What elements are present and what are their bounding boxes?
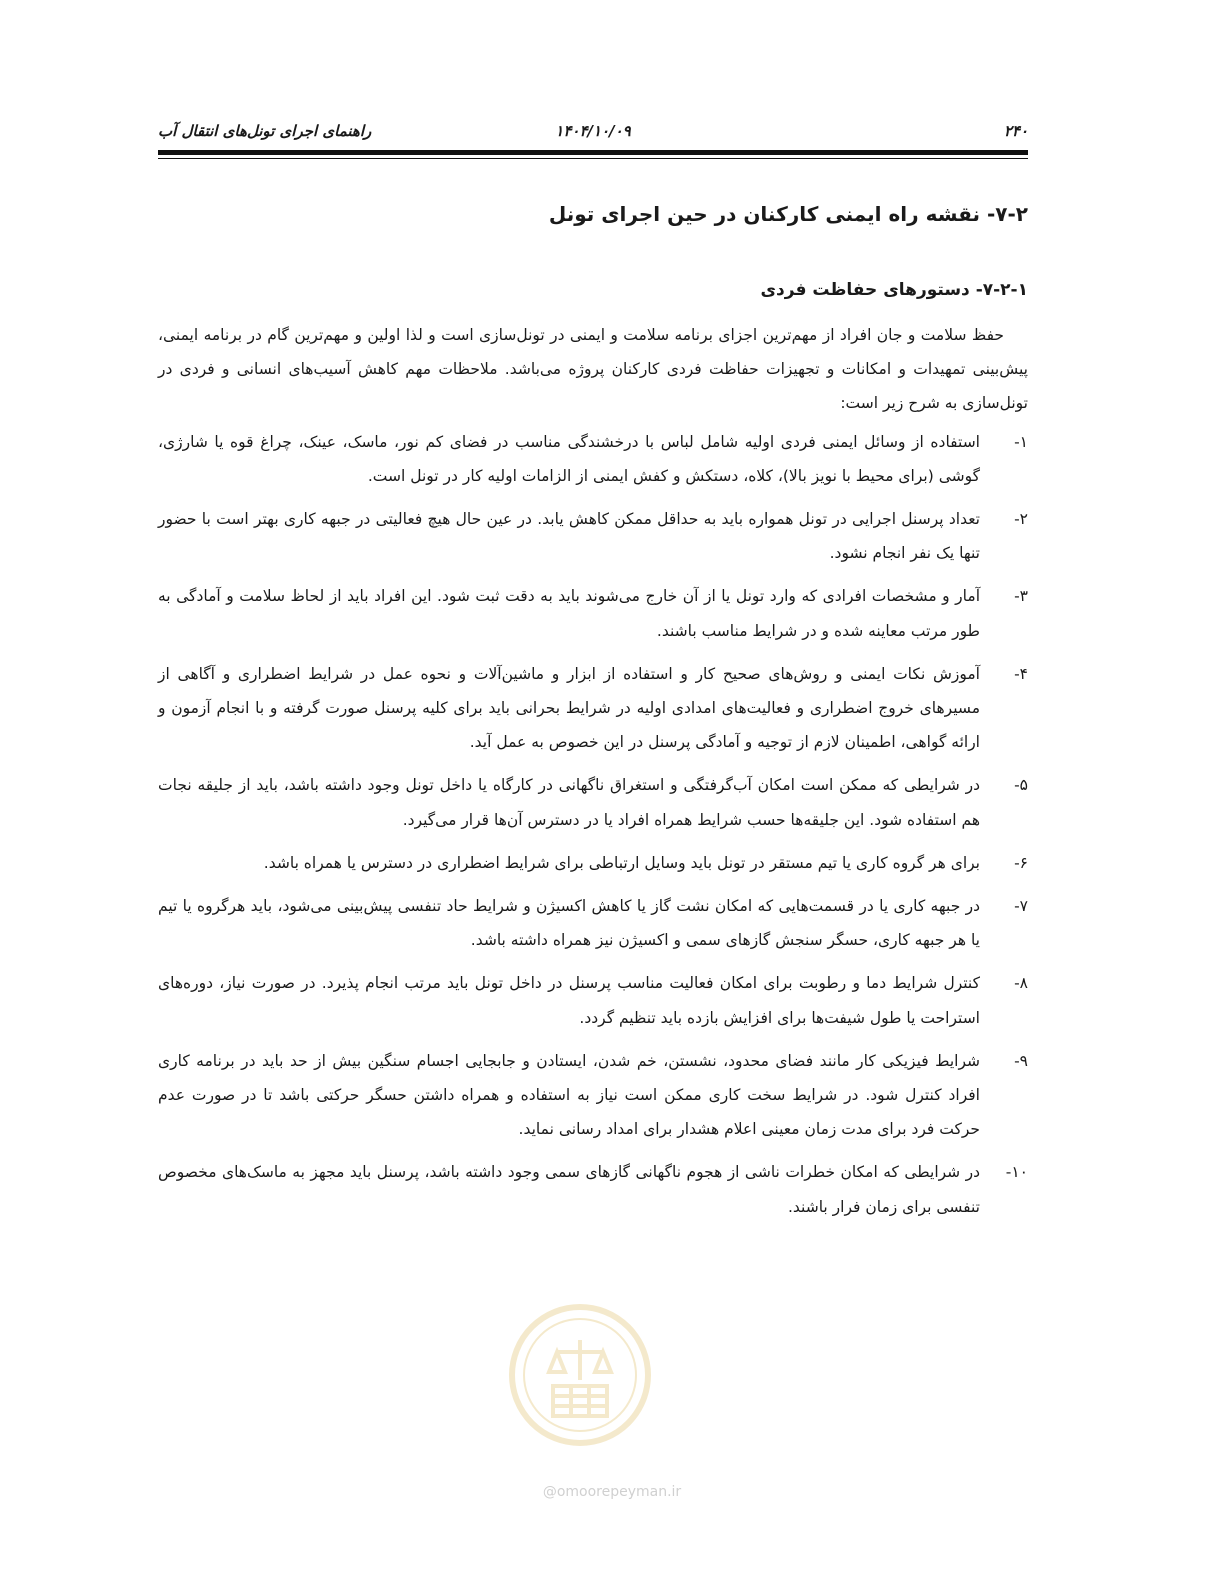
list-item [158, 966, 1028, 1034]
list-item [158, 1155, 1028, 1223]
watermark-seal-icon [505, 1300, 655, 1450]
list-item-number: ۱۰- [1005, 1163, 1028, 1182]
list-item-text: برای هر گروه کاری یا تیم مستقر در تونل باید وسایل ارتباطی برای شرایط اضطراری در دسترس یا همراه باشد. [263, 853, 980, 872]
list-item-text: کنترل شرایط دما و رطوبت برای امکان فعالیت مناسب پرسنل در داخل تونل باید مرتب انجام پذیرد. در صورت نیاز، دوره‌های استراحت یا طول شیفت‌ها برای افزایش بازده باید تنظیم گردد. [158, 974, 980, 1027]
list-item [158, 579, 1028, 647]
list-item-text: در جبهه کاری یا در قسمت‌هایی که امکان نشت گاز یا کاهش اکسیژن و شرایط حاد تنفسی پیش‌بینی می‌شود، باید هرگروه یا تیم یا هر جبهه کاری، حسگر سنجش گازهای سمی و اکسیژن نیز همراه داشته باشد. [158, 897, 980, 950]
safety-list [158, 425, 1028, 1224]
list-item-text: آمار و مشخصات افرادی که وارد تونل یا از آن خارج می‌شوند باید به دقت ثبت شود. این افراد باید از لحاظ سلامت و آمادگی به طور مرتب معاینه شده و در شرایط مناسب باشند. [158, 587, 980, 640]
list-item-number: ۷- [1014, 897, 1028, 916]
list-item-number: ۶- [1014, 853, 1028, 872]
list-item [158, 502, 1028, 570]
list-item [158, 889, 1028, 957]
list-item-number: ۹- [1014, 1051, 1028, 1070]
section-heading: ۷-۲- نقشه راه ایمنی کارکنان در حین اجرای تونل [548, 202, 1028, 226]
header-page-number: ۲۴۰ [1003, 122, 1028, 140]
watermark-text: @omoorepeyman.ir [542, 1484, 682, 1500]
list-item [158, 846, 1028, 880]
list-item [158, 425, 1028, 493]
list-item-number: ۳- [1014, 587, 1028, 606]
list-item [158, 657, 1028, 760]
list-item [158, 768, 1028, 836]
page-header [158, 118, 1028, 146]
header-rule-thick [158, 150, 1028, 155]
list-item-number: ۵- [1014, 776, 1028, 795]
intro-paragraph: حفظ سلامت و جان افراد از مهم‌ترین اجزای برنامه سلامت و ایمنی در تونل‌سازی است و لذا اولین و مهم‌ترین گام در برنامه ایمنی، پیش‌بینی تمهیدات و امکانات و تجهیزات حفاظت فردی کارکنان پروژه می‌باشد. ملاحظات مهم کاهش آسیب‌های انسانی و فردی در تونل‌سازی به شرح زیر است: [158, 326, 1028, 413]
list-item-text: تعداد پرسنل اجرایی در تونل همواره باید به حداقل ممکن کاهش یابد. در عین حال هیچ فعالیتی در جبهه کاری بهتر است با حضور تنها یک نفر انجام نشود. [158, 510, 980, 563]
page-content [158, 196, 1028, 1233]
list-item [158, 1044, 1028, 1147]
header-book-title: راهنمای اجرای تونل‌های انتقال آب [158, 122, 372, 140]
list-item-text: آموزش نکات ایمنی و روش‌های صحیح کار و استفاده از ابزار و ماشین‌آلات و نحوه عمل در شرایط اضطراری و آگاهی از مسیرهای خروج اضطراری و فعالیت‌های امدادی اولیه در شرایط بحرانی باید برای کلیه پرسنل صورت گرفته و با انجام آزمون و ارائه گواهی، اطمینان لازم از توجیه و آمادگی پرسنل در این خصوص به عمل آید. [158, 664, 980, 752]
list-item-number: ۴- [1014, 664, 1028, 683]
header-date: ۱۴۰۴/۱۰/۰۹ [555, 122, 631, 140]
list-item-number: ۸- [1014, 974, 1028, 993]
list-item-number: ۲- [1014, 510, 1028, 529]
list-item-text: استفاده از وسائل ایمنی فردی اولیه شامل لباس با درخشندگی مناسب در فضای کم نور، ماسک، عینک، چراغ قوه یا شارژی، گوشی (برای محیط با نویز بالا)، کلاه، دستکش و کفش ایمنی از الزامات اولیه کار در تونل است. [158, 432, 980, 485]
list-item-text: در شرایطی که امکان خطرات ناشی از هجوم ناگهانی گازهای سمی وجود داشته باشد، پرسنل باید مجهز به ماسک‌های مخصوص تنفسی برای زمان فرار باشند. [158, 1163, 980, 1216]
header-rule-thin [158, 158, 1028, 159]
subsection-heading: ۷-۲-۱- دستورهای حفاظت فردی [760, 280, 1028, 300]
list-item-number: ۱- [1014, 432, 1028, 451]
list-item-text: در شرایطی که ممکن است امکان آب‌گرفتگی و استغراق ناگهانی در کارگاه یا داخل تونل وجود داشته باشد، باید از جلیقه نجات هم استفاده شود. این جلیقه‌ها حسب شرایط همراه افراد یا در دسترس آن‌ها قرار می‌گیرد. [158, 776, 980, 829]
list-item-text: شرایط فیزیکی کار مانند فضای محدود، نشستن، خم شدن، ایستادن و جابجایی اجسام سنگین بیش از حد باید در برنامه کاری افراد کنترل شود. در شرایط سخت کاری ممکن است نیاز به استفاده و همراه داشتن حسگر حرکتی باشد تا در صورت عدم حرکت فرد برای مدت زمان معینی اعلام هشدار برای امداد رسانی نماید. [158, 1051, 980, 1139]
